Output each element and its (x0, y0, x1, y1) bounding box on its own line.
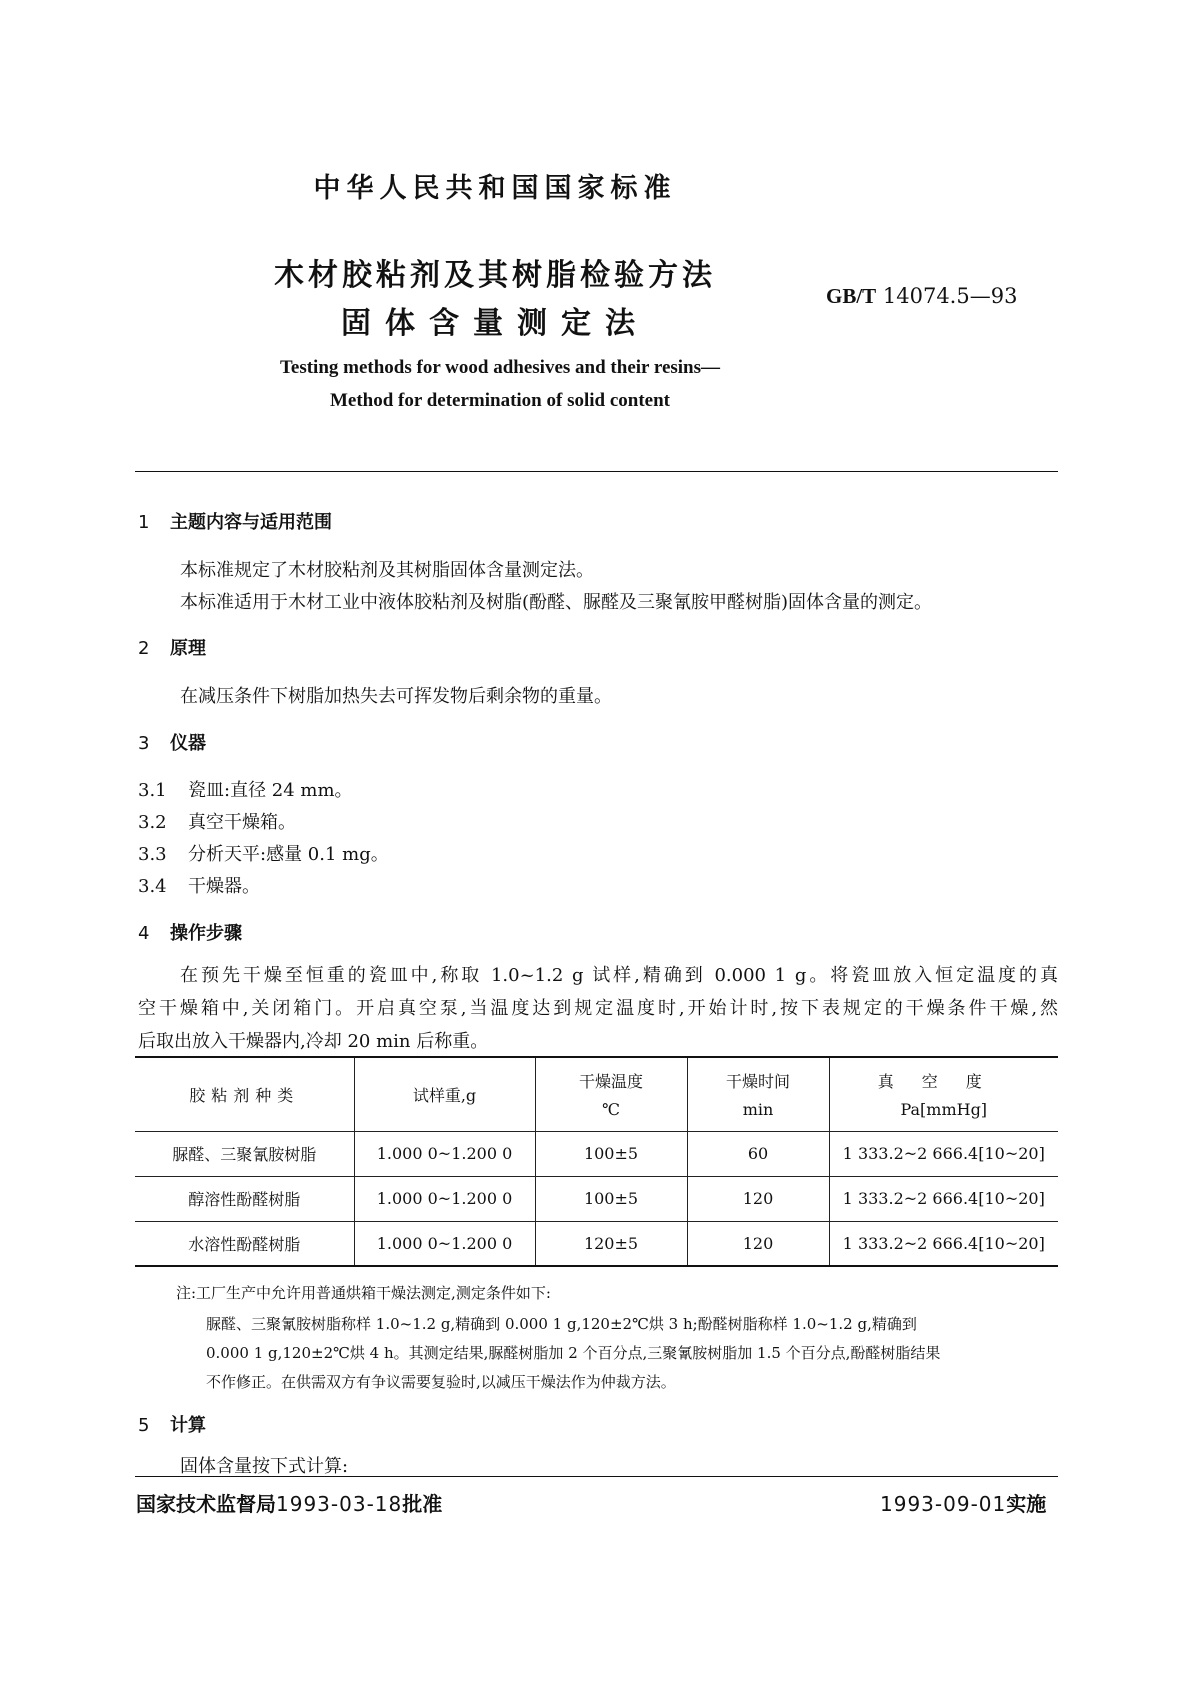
section-4-paragraph (138, 959, 1058, 1058)
cell-weight: 1.000 0~1.200 0 (354, 1176, 535, 1221)
cell-vacuum: 1 333.2~2 666.4[10~20] (829, 1221, 1058, 1266)
implementation-label: 实施 (1006, 1492, 1047, 1516)
table-row (135, 1221, 1058, 1266)
instrument-item (138, 872, 260, 898)
item-number: 3.1 (138, 780, 167, 801)
section-title: 主题内容与适用范围 (170, 512, 332, 533)
cell-temp: 100±5 (535, 1131, 687, 1176)
implementation-date: 1993-09-01 (880, 1492, 1007, 1516)
cell-vacuum: 1 333.2~2 666.4[10~20] (829, 1176, 1058, 1221)
section-5-heading (138, 1411, 206, 1437)
cell-time: 120 (687, 1221, 829, 1266)
cell-type: 脲醛、三聚氰胺树脂 (135, 1131, 354, 1176)
item-number: 3.2 (138, 812, 167, 833)
table-note-line2: 脲醛、三聚氰胺树脂称样 1.0~1.2 g,精确到 0.000 1 g,120±2℃烘 3 h;酚醛树脂称样 1.0~1.2 g,精确到 (206, 1315, 917, 1333)
standard-prefix: GB/T (826, 284, 877, 308)
instrument-item (138, 808, 296, 834)
standard-number: 14074.5—93 (882, 284, 1018, 308)
instrument-item (138, 776, 353, 802)
paragraph-line: 后取出放入干燥器内,冷却 20 min 后称重。 (138, 1031, 489, 1052)
item-text: 干燥器。 (188, 876, 260, 897)
table-note-line1: 注:工厂生产中允许用普通烘箱干燥法测定,测定条件如下: (176, 1284, 551, 1302)
section-number: 2 (138, 638, 150, 659)
footer-divider (135, 1476, 1058, 1477)
section-title: 仪器 (170, 733, 206, 754)
section-2-paragraph-1: 在减压条件下树脂加热失去可挥发物后剩余物的重量。 (180, 686, 612, 707)
section-number: 3 (138, 733, 150, 754)
header-adhesive-type: 胶粘剂种类 (135, 1057, 354, 1131)
table-row (135, 1176, 1058, 1221)
item-text: 真空干燥箱。 (188, 812, 296, 833)
title-en-line2: Method for determination of solid content (329, 390, 671, 411)
header-vacuum: 真空度 Pa[mmHg] (829, 1057, 1058, 1131)
cell-weight: 1.000 0~1.200 0 (354, 1131, 535, 1176)
section-5-paragraph-1: 固体含量按下式计算: (180, 1456, 349, 1477)
item-text: 瓷皿:直径 24 mm。 (188, 780, 353, 801)
approve-date: 1993-03-18 (276, 1492, 403, 1516)
section-1-paragraph-1: 本标准规定了木材胶粘剂及其树脂固体含量测定法。 (180, 560, 594, 581)
section-title: 原理 (170, 638, 206, 659)
section-number: 1 (138, 512, 150, 533)
title-en-line1: Testing methods for wood adhesives and their resins— (279, 357, 721, 378)
cell-temp: 120±5 (535, 1221, 687, 1266)
item-text: 分析天平:感量 0.1 mg。 (188, 844, 389, 865)
item-number: 3.3 (138, 844, 167, 865)
item-number: 3.4 (138, 876, 167, 897)
cell-vacuum: 1 333.2~2 666.4[10~20] (829, 1131, 1058, 1176)
header-drying-time: 干燥时间 min (687, 1057, 829, 1131)
cell-type: 水溶性酚醛树脂 (135, 1221, 354, 1266)
section-number: 5 (138, 1415, 150, 1436)
table-note-line4: 不作修正。在供需双方有争议需要复验时,以减压干燥法作为仲裁方法。 (206, 1373, 676, 1391)
section-1-heading (138, 508, 332, 534)
section-1-paragraph-2: 本标准适用于木材工业中液体胶粘剂及树脂(酚醛、脲醛及三聚氰胺甲醛树脂)固体含量的测定。 (180, 592, 933, 613)
paragraph-line: 在预先干燥至恒重的瓷皿中,称取 1.0~1.2 g 试样,精确到 0.000 1 g。将瓷皿放入恒定温度的真 (180, 965, 1058, 986)
table-note-line3: 0.000 1 g,120±2℃烘 4 h。其测定结果,脲醛树脂加 2 个百分点,三聚氰胺树脂加 1.5 个百分点,酚醛树脂结果 (206, 1344, 941, 1362)
table-header-row (135, 1057, 1058, 1131)
approval-line (136, 1488, 442, 1517)
approver: 国家技术监督局 (136, 1492, 276, 1516)
section-number: 4 (138, 923, 150, 944)
cell-time: 120 (687, 1176, 829, 1221)
section-2-heading (138, 634, 206, 660)
title-zh-line1: 木材胶粘剂及其树脂检验方法 (274, 258, 716, 293)
approve-label: 批准 (402, 1492, 443, 1516)
cell-weight: 1.000 0~1.200 0 (354, 1221, 535, 1266)
section-3-heading (138, 729, 206, 755)
paragraph-line: 空干燥箱中,关闭箱门。开启真空泵,当温度达到规定温度时,开始计时,按下表规定的干燥条件干燥,然 (138, 998, 1058, 1019)
instrument-item (138, 840, 389, 866)
section-title: 操作步骤 (170, 923, 242, 944)
drying-conditions-table (135, 1056, 1058, 1267)
cell-time: 60 (687, 1131, 829, 1176)
section-4-heading (138, 919, 242, 945)
national-standard-heading: 中华人民共和国国家标准 (313, 173, 677, 204)
table-row (135, 1131, 1058, 1176)
header-divider (135, 471, 1058, 472)
header-sample-weight: 试样重,g (354, 1057, 535, 1131)
header-drying-temp: 干燥温度 ℃ (535, 1057, 687, 1131)
implementation-line (880, 1488, 1046, 1517)
section-title: 计算 (170, 1415, 206, 1436)
title-zh-line2: 固体含量测定法 (341, 306, 649, 341)
cell-temp: 100±5 (535, 1176, 687, 1221)
standard-code (826, 284, 1017, 309)
cell-type: 醇溶性酚醛树脂 (135, 1176, 354, 1221)
